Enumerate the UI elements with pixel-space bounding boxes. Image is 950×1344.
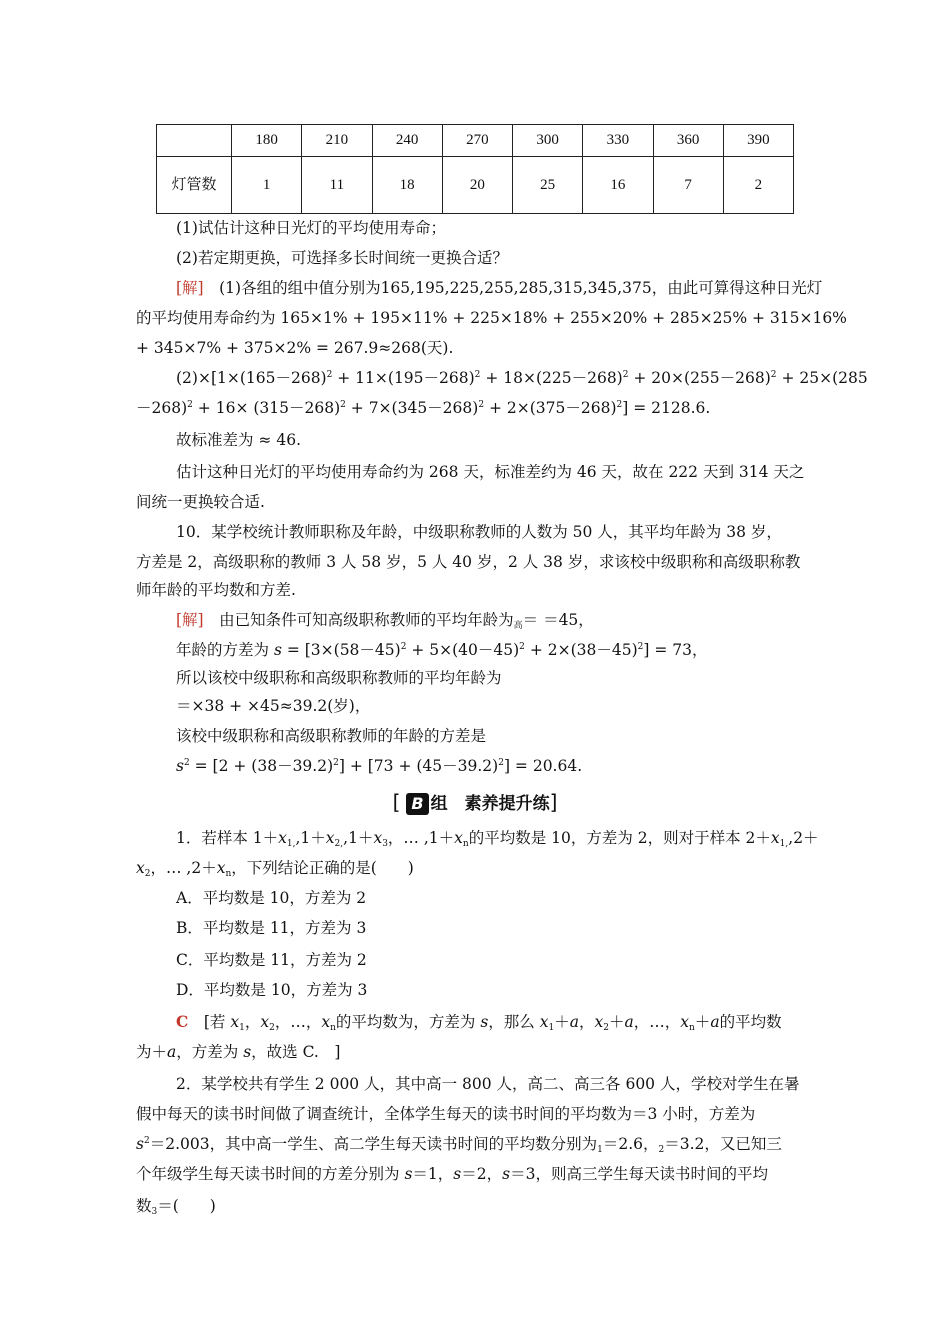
- subscript: n: [330, 1023, 336, 1033]
- table-cell: 11: [302, 157, 372, 214]
- text: + 7×(345－268): [345, 399, 479, 417]
- variable: x: [770, 829, 780, 847]
- text: 的平均数是 10，方差为 2，则对于样本 2＋: [468, 829, 771, 847]
- question-9-part-2: (2)若定期更换，可选择多长时间统一更换合适？: [176, 249, 508, 267]
- text: ,1＋: [295, 829, 326, 847]
- subscript: n: [689, 1023, 695, 1033]
- option-c: C．平均数是 11，方差为 2: [176, 951, 367, 969]
- text: ，方差为: [176, 1043, 244, 1061]
- solution-tag: [解]: [176, 279, 204, 297]
- solution-9-line-3: + 345×7% + 375×2% = 267.9≈268(天).: [136, 339, 454, 357]
- subscript: 高: [513, 621, 523, 631]
- text: 为＋: [136, 1043, 168, 1061]
- variable: x: [216, 859, 226, 877]
- text: + 16× (315－268): [192, 399, 341, 417]
- text: ＝( ): [157, 1197, 216, 1215]
- solution-10-line-4: ＝×38 + ×45≈39.2(岁)，: [176, 697, 371, 715]
- question-9-part-1: (1)试估计这种日光灯的平均使用寿命；: [176, 219, 446, 237]
- question-2-line-2: 假中每天的读书时间做了调查统计，全体学生每天的读书时间的平均数为＝3 小时，方差为: [136, 1105, 756, 1123]
- variable: x: [454, 829, 463, 847]
- text: ,2＋: [788, 829, 819, 847]
- text: ＋: [554, 1013, 570, 1031]
- text: ，那么: [488, 1013, 540, 1031]
- text: 1．若样本 1＋: [176, 829, 279, 847]
- option-a: A．平均数是 10，方差为 2: [176, 889, 367, 907]
- text: + 5×(40－45): [406, 641, 520, 659]
- subscript: 2: [269, 1023, 275, 1033]
- text: ＝3，则高三学生每天读书时间的平均: [510, 1165, 768, 1183]
- table-cell: 18: [372, 157, 442, 214]
- question-1-line-2: [136, 858, 414, 878]
- text: 个年级学生每天读书时间的方差分别为: [136, 1165, 405, 1183]
- variable: a: [167, 1043, 177, 1061]
- bracket: ]: [549, 790, 558, 814]
- text: 的平均数为，方差为: [335, 1013, 481, 1031]
- variable: x: [321, 1013, 331, 1031]
- table-cell: 270: [442, 125, 512, 157]
- text: ，…，: [274, 1013, 322, 1031]
- text: ,1＋: [343, 829, 374, 847]
- text: + 18×(225－268): [480, 369, 623, 387]
- variable: x: [325, 829, 335, 847]
- subscript: 1,: [286, 839, 296, 849]
- text: ＝2.003，其中高一学生、高二学生每天读书时间的平均数分别为: [149, 1135, 598, 1153]
- text: ，… ,1＋: [387, 829, 455, 847]
- question-10-line-3: 师年龄的平均数和方差.: [136, 581, 296, 599]
- solution-9-line-4: $(2)\times[1\times(165-268)^2 + 11\times(195-268)^2 + 18\times(225-268)^2 + 20\times(255-268)^2 + 25\times(285$: [176, 369, 868, 387]
- text: ＋: [608, 1013, 625, 1031]
- table-row: [157, 157, 794, 214]
- text: = [3×(58－45): [281, 641, 401, 659]
- table-cell: 240: [372, 125, 442, 157]
- solution-10-line-6: $s^2 = [2 + (38-39.2)^2] + [73 + (45-39.2)^2] = 20.64$.: [176, 757, 583, 775]
- text: ，: [244, 1013, 261, 1031]
- subscript: 3: [382, 839, 388, 849]
- answer-1-line-2: [136, 1042, 340, 1062]
- text: ，: [578, 1013, 595, 1031]
- subscript: 2: [603, 1023, 609, 1033]
- table-cell: 20: [442, 157, 512, 214]
- variable: s: [243, 1043, 252, 1061]
- variable: s: [480, 1013, 489, 1031]
- text: ] = 73，: [643, 641, 708, 659]
- text: ＝2，: [461, 1165, 503, 1183]
- section-title: 组 素养提升练: [430, 794, 550, 814]
- option-b: B．平均数是 11，方差为 3: [176, 919, 367, 937]
- question-10-line-2: 方差是 2，高级职称的教师 3 人 58 岁，5 人 40 岁，2 人 38 岁，求该校中级职称和高级职称教: [136, 553, 801, 571]
- solution-9-line-8: 间统一更换较合适.: [136, 493, 265, 511]
- text: ，下列结论正确的是( ): [231, 859, 414, 877]
- option-d: D．平均数是 10，方差为 3: [176, 981, 368, 999]
- text: ] + [73 + (45－39.2): [338, 757, 499, 775]
- solution-10-line-5: 该校中级职称和高级职称教师的年龄的方差是: [176, 727, 487, 745]
- answer-letter: C: [176, 1012, 189, 1031]
- table-cell: 16: [583, 157, 653, 214]
- variable: s: [502, 1165, 511, 1183]
- text: ，… ,2＋: [150, 859, 217, 877]
- question-2-line-3: $s^2=2.003$，其中高一学生、高二学生每天读书时间的平均数分别为$_1$＝2.6，$_2$＝3.2，又已知三: [136, 1135, 782, 1155]
- subscript: 2: [658, 1145, 665, 1155]
- variable: x: [539, 1013, 549, 1031]
- variable: x: [260, 1013, 270, 1031]
- variable: a: [569, 1013, 579, 1031]
- table-cell: 300: [513, 125, 583, 157]
- question-2-line-1: 2．某学校共有学生 2 000 人，其中高一 800 人，高二、高三各 600 人，学校对学生在暑: [176, 1075, 800, 1093]
- question-10-line-1: 10．某学校统计教师职称及年龄，中级职称教师的人数为 50 人，其平均年龄为 38 岁，: [176, 523, 782, 541]
- table-cell: 7: [653, 157, 723, 214]
- variable: x: [136, 859, 145, 877]
- text: ＝ ＝45，: [522, 611, 594, 629]
- table-cell: 330: [583, 125, 653, 157]
- solution-9-line-2: 的平均使用寿命约为 165×1% + 195×11% + 225×18% + 255×20% + 285×25% + 315×16%: [136, 309, 847, 327]
- variable: s: [453, 1165, 462, 1183]
- subscript: 2,: [334, 839, 344, 849]
- table-cell: 210: [302, 125, 372, 157]
- variable: x: [278, 829, 287, 847]
- text: + 20×(255－268): [628, 369, 771, 387]
- answer-1-line-1: [176, 1012, 782, 1032]
- text: 由已知条件可知高级职称教师的平均年龄为: [203, 611, 514, 629]
- variable: x: [230, 1013, 240, 1031]
- table-cell: 1: [232, 157, 302, 214]
- variable: a: [710, 1013, 720, 1031]
- lifetime-frequency-table: [156, 124, 794, 214]
- solution-tag: [解]: [176, 611, 204, 629]
- table-cell: [157, 125, 232, 157]
- text: 的平均数: [719, 1013, 782, 1031]
- subscript: 1: [239, 1023, 245, 1033]
- group-badge: B: [406, 793, 428, 815]
- text: ] = 2128.6.: [622, 399, 711, 417]
- table-cell: 25: [513, 157, 583, 214]
- text: －268): [136, 399, 188, 417]
- text: + 11×(195－268): [332, 369, 475, 387]
- subscript: n: [225, 869, 232, 879]
- solution-10-line-1: [176, 610, 594, 630]
- section-heading: [0, 788, 950, 818]
- bracket: [: [392, 790, 401, 814]
- text: + 2×(38－45): [524, 641, 638, 659]
- text: ，故选 C. ]: [251, 1043, 341, 1061]
- variable: s: [136, 1135, 144, 1153]
- text: [若: [188, 1013, 231, 1031]
- subscript: 1: [548, 1023, 555, 1033]
- table-cell: 390: [723, 125, 793, 157]
- text: ＝1，: [412, 1165, 454, 1183]
- text: ＋: [694, 1013, 711, 1031]
- variable: x: [373, 829, 383, 847]
- text: ＝2.6，: [602, 1135, 659, 1153]
- subscript: 3: [151, 1207, 158, 1217]
- solution-10-line-2: 年龄的方差为 $s = [3\times(58-45)^2 + 5\times(40-45)^2 + 2\times(38-45)^2] = 73$，: [176, 641, 708, 659]
- text: 年龄的方差为: [176, 641, 274, 659]
- solution-9-line-7: 估计这种日光灯的平均使用寿命约为 268 天，标准差约为 46 天，故在 222 天到 314 天之: [176, 463, 805, 481]
- text: + 2×(375－268): [484, 399, 617, 417]
- text: (2)×[1×(165－268): [176, 369, 327, 387]
- text: ，…，: [633, 1013, 681, 1031]
- variable: x: [594, 1013, 604, 1031]
- table-cell: 360: [653, 125, 723, 157]
- text: (1)各组的组中值分别为165,195,225,255,285,315,345,375，由此可算得这种日光灯: [203, 279, 823, 297]
- question-2-line-4: [136, 1164, 768, 1184]
- variable: s: [176, 757, 184, 775]
- question-2-line-5: [136, 1196, 216, 1216]
- table-cell: 2: [723, 157, 793, 214]
- text: ＝3.2，又已知三: [664, 1135, 782, 1153]
- question-1-line-1: [176, 828, 819, 848]
- solution-9-line-6: 故标准差为 ≈ 46.: [176, 431, 301, 449]
- solution-9-line-5: $-268)^2 + 16\times (315-268)^2 + 7\times(345-268)^2 + 2\times(375-268)^2] = 2128.6$.: [136, 399, 711, 417]
- subscript: 1,: [779, 839, 789, 849]
- text: + 25×(285: [776, 369, 868, 387]
- text: 数: [136, 1197, 152, 1215]
- text: = [2 + (38－39.2): [189, 757, 334, 775]
- variable: a: [624, 1013, 634, 1031]
- table-header-row: [157, 125, 794, 157]
- variable: x: [680, 1013, 689, 1031]
- solution-10-line-3: 所以该校中级职称和高级职称教师的平均年龄为: [176, 669, 502, 687]
- subscript: n: [462, 839, 469, 849]
- variable: s: [404, 1165, 413, 1183]
- subscript: 1: [597, 1145, 603, 1155]
- solution-9-line-1: [176, 278, 822, 298]
- variable: s: [273, 641, 282, 659]
- row-label: 灯管数: [157, 157, 232, 214]
- table-cell: 180: [232, 125, 302, 157]
- subscript: 2: [144, 869, 151, 879]
- text: ] = 20.64.: [503, 757, 583, 775]
